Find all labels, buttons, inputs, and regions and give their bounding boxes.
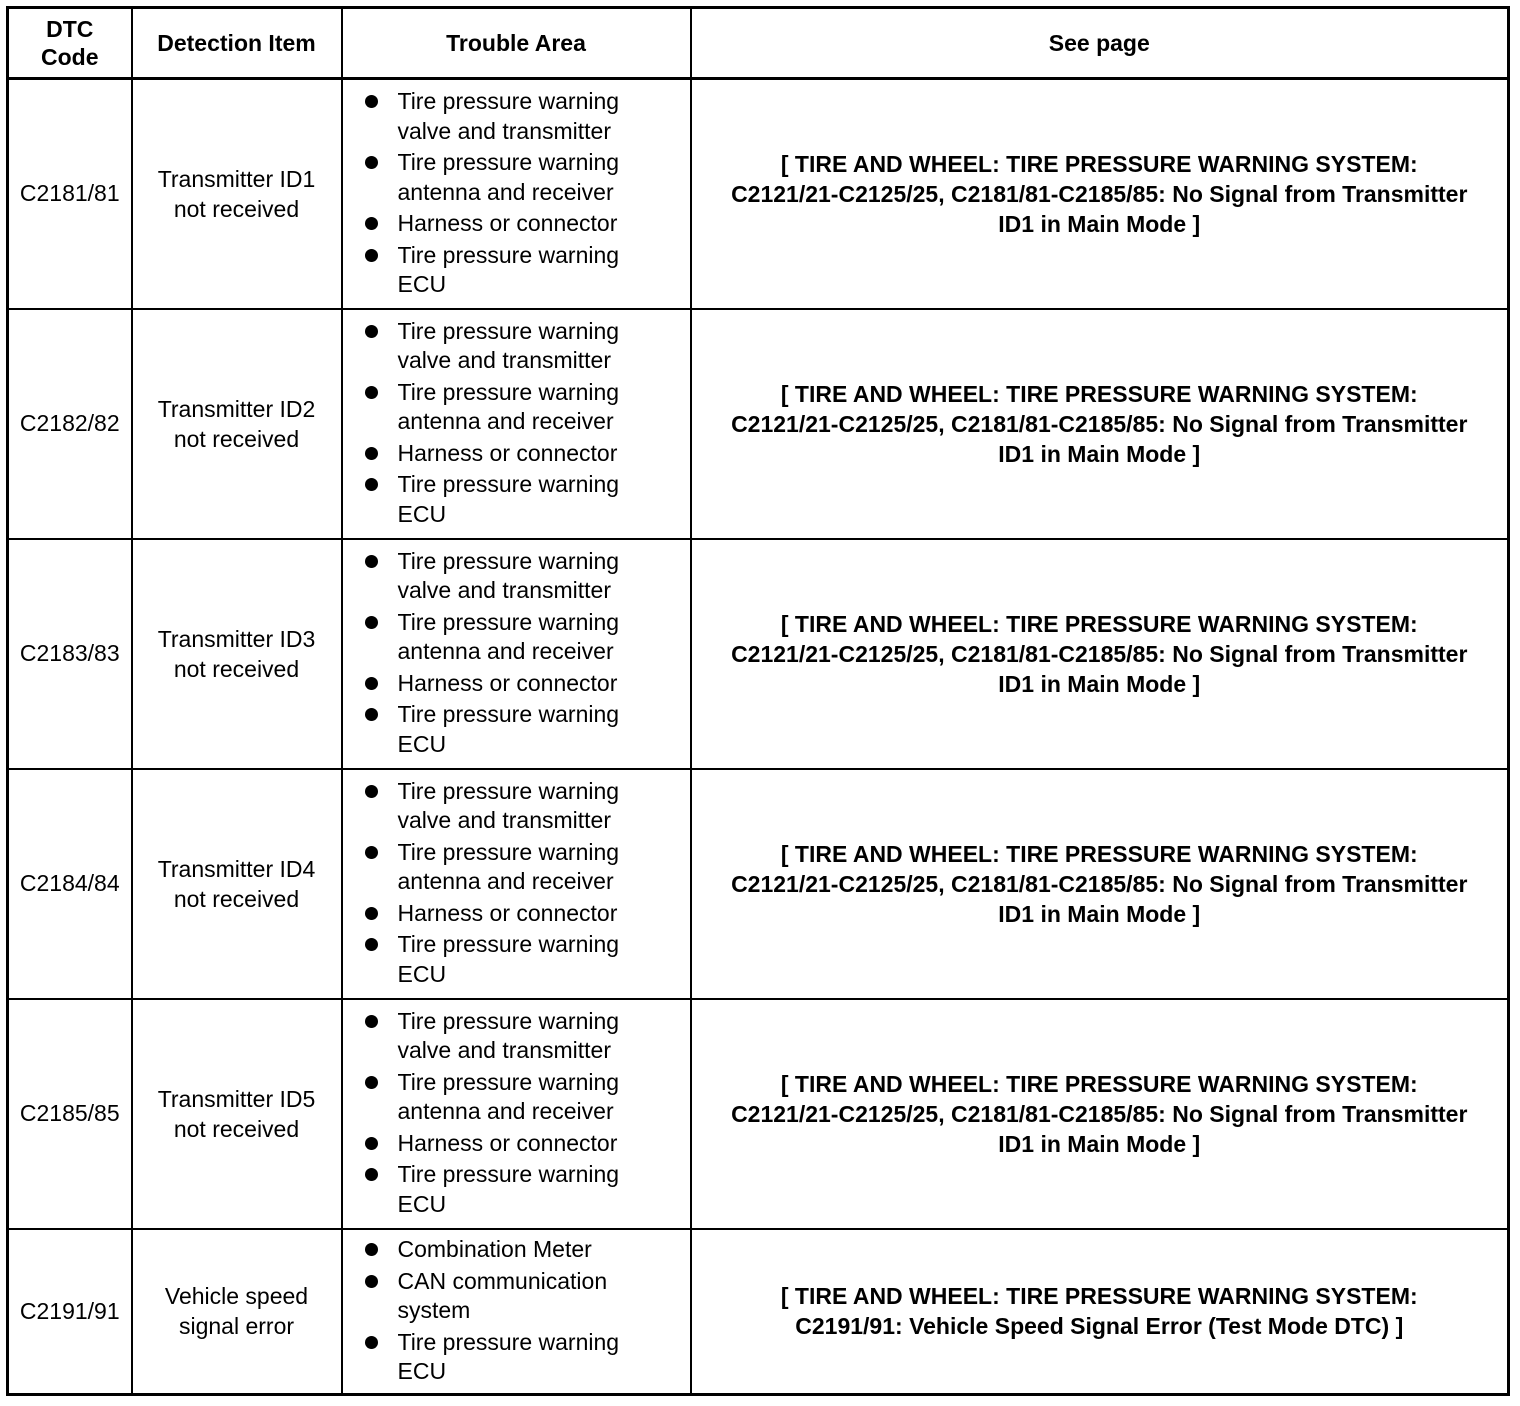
dtc-table <box>6 6 1510 1396</box>
bullet-icon <box>365 1243 378 1256</box>
trouble-area-line: Tire pressure warning <box>397 241 620 268</box>
detection-item-line: Transmitter ID2 <box>157 395 316 422</box>
trouble-area-line: Harness or connector <box>397 899 618 926</box>
trouble-area-list <box>343 317 690 530</box>
detection-item <box>132 309 342 539</box>
trouble-area-line: ECU <box>397 500 447 527</box>
bullet-icon <box>365 1275 378 1288</box>
trouble-area-item <box>365 1160 690 1219</box>
trouble-area-line: antenna and receiver <box>397 1098 614 1125</box>
trouble-area-line: Tire pressure warning <box>397 547 620 574</box>
trouble-area-item <box>365 317 690 376</box>
table-row <box>8 539 1509 769</box>
bullet-icon <box>365 938 378 951</box>
trouble-area-item <box>365 148 690 207</box>
trouble-area-line: Tire pressure warning <box>397 777 620 804</box>
trouble-area-item <box>365 899 690 929</box>
trouble-area-line: Tire pressure warning <box>397 1161 620 1188</box>
table-row <box>8 1229 1509 1395</box>
trouble-area-item <box>365 241 690 300</box>
dtc-code: C2182/82 <box>8 309 132 539</box>
trouble-area-line: Tire pressure warning <box>397 88 620 114</box>
trouble-area-line: valve and transmitter <box>397 347 611 374</box>
see-page-link[interactable] <box>691 1229 1509 1395</box>
header-detection-item: Detection Item <box>132 8 342 79</box>
see-page-line: [ TIRE AND WHEEL: TIRE PRESSURE WARNING SYSTEM: <box>780 610 1418 637</box>
see-page-line: ID1 in Main Mode ] <box>998 670 1201 697</box>
trouble-area-item <box>365 608 690 667</box>
trouble-area-line: CAN communication <box>397 1267 608 1294</box>
detection-item-line: not received <box>173 195 300 222</box>
trouble-area-item <box>365 547 690 606</box>
trouble-area-list <box>343 547 690 760</box>
bullet-icon <box>365 1168 378 1181</box>
bullet-icon <box>365 447 378 460</box>
see-page-line: C2191/91: Vehicle Speed Signal Error (Test Mode DTC) ] <box>795 1313 1404 1340</box>
trouble-area-line: Tire pressure warning <box>397 1328 620 1355</box>
dtc-code: C2183/83 <box>8 539 132 769</box>
detection-item-line: Transmitter ID3 <box>157 625 316 652</box>
detection-item-line: not received <box>173 885 300 912</box>
trouble-area-line: Tire pressure warning <box>397 471 620 498</box>
see-page-line: C2121/21-C2125/25, C2181/81-C2185/85: No Signal from Transmitter <box>731 1100 1468 1127</box>
see-page-line: [ TIRE AND WHEEL: TIRE PRESSURE WARNING SYSTEM: <box>780 840 1418 867</box>
table-row <box>8 309 1509 539</box>
trouble-area-item <box>365 87 690 146</box>
dtc-code: C2184/84 <box>8 769 132 999</box>
detection-item <box>132 79 342 309</box>
see-page-link[interactable] <box>691 309 1509 539</box>
trouble-area <box>342 1229 691 1395</box>
see-page-line: ID1 in Main Mode ] <box>998 210 1201 237</box>
see-page-line: C2121/21-C2125/25, C2181/81-C2185/85: No Signal from Transmitter <box>731 640 1468 667</box>
see-page-line: C2121/21-C2125/25, C2181/81-C2185/85: No Signal from Transmitter <box>731 410 1468 437</box>
trouble-area-line: Tire pressure warning <box>397 378 620 405</box>
detection-item-line: not received <box>173 425 300 452</box>
see-page-line: [ TIRE AND WHEEL: TIRE PRESSURE WARNING SYSTEM: <box>780 150 1418 177</box>
bullet-icon <box>365 785 378 798</box>
bullet-icon <box>365 1336 378 1349</box>
see-page-link[interactable] <box>691 79 1509 309</box>
trouble-area-line: ECU <box>397 271 447 297</box>
header-dtc-code <box>8 8 132 79</box>
trouble-area-line: Tire pressure warning <box>397 701 620 728</box>
trouble-area-line: antenna and receiver <box>397 638 614 665</box>
detection-item <box>132 1229 342 1395</box>
table-row <box>8 999 1509 1229</box>
trouble-area-line: valve and transmitter <box>397 577 611 604</box>
see-page-line: [ TIRE AND WHEEL: TIRE PRESSURE WARNING SYSTEM: <box>780 380 1418 407</box>
dtc-code: C2185/85 <box>8 999 132 1229</box>
see-page-link[interactable] <box>691 999 1509 1229</box>
header-dtc-code-line1: DTC <box>46 16 94 42</box>
trouble-area-list <box>343 87 690 300</box>
bullet-icon <box>365 1137 378 1150</box>
see-page-line: ID1 in Main Mode ] <box>998 900 1201 927</box>
trouble-area-line: Harness or connector <box>397 210 618 236</box>
trouble-area-item <box>365 1129 690 1159</box>
trouble-area-line: valve and transmitter <box>397 117 611 144</box>
trouble-area-item <box>365 470 690 529</box>
header-dtc-code-line2: Code <box>41 44 99 70</box>
trouble-area-line: antenna and receiver <box>397 178 614 205</box>
trouble-area-list <box>343 1007 690 1220</box>
trouble-area <box>342 539 691 769</box>
see-page-line: C2121/21-C2125/25, C2181/81-C2185/85: No Signal from Transmitter <box>731 870 1468 897</box>
trouble-area-line: ECU <box>397 730 447 757</box>
trouble-area <box>342 999 691 1229</box>
bullet-icon <box>365 386 378 399</box>
see-page-link[interactable] <box>691 769 1509 999</box>
bullet-icon <box>365 616 378 629</box>
trouble-area-line: system <box>397 1297 471 1323</box>
trouble-area-line: Harness or connector <box>397 1129 618 1156</box>
see-page-line: ID1 in Main Mode ] <box>998 1130 1201 1157</box>
trouble-area-line: Tire pressure warning <box>397 1007 620 1034</box>
trouble-area-line: Tire pressure warning <box>397 149 620 175</box>
see-page-link[interactable] <box>691 539 1509 769</box>
bullet-icon <box>365 1015 378 1028</box>
trouble-area-line: valve and transmitter <box>397 807 611 834</box>
trouble-area-item <box>365 930 690 989</box>
trouble-area-list <box>343 777 690 990</box>
detection-item <box>132 769 342 999</box>
detection-item-line: Transmitter ID1 <box>157 165 316 192</box>
trouble-area-line: antenna and receiver <box>397 868 614 895</box>
detection-item-line: Transmitter ID4 <box>157 855 316 882</box>
trouble-area <box>342 769 691 999</box>
bullet-icon <box>365 555 378 568</box>
bullet-icon <box>365 478 378 491</box>
trouble-area-line: Tire pressure warning <box>397 608 620 635</box>
table-row <box>8 79 1509 309</box>
header-trouble-area: Trouble Area <box>342 8 691 79</box>
see-page-line: C2121/21-C2125/25, C2181/81-C2185/85: No Signal from Transmitter <box>731 180 1468 207</box>
trouble-area-item <box>365 700 690 759</box>
bullet-icon <box>365 325 378 338</box>
see-page-line: [ TIRE AND WHEEL: TIRE PRESSURE WARNING SYSTEM: <box>780 1283 1418 1310</box>
dtc-code: C2181/81 <box>8 79 132 309</box>
trouble-area-item <box>365 1328 690 1387</box>
trouble-area-line: Combination Meter <box>397 1236 592 1262</box>
trouble-area-line: ECU <box>397 960 447 987</box>
bullet-icon <box>365 217 378 230</box>
trouble-area-item <box>365 777 690 836</box>
bullet-icon <box>365 95 378 108</box>
trouble-area-line: Harness or connector <box>397 439 618 466</box>
trouble-area-line: Tire pressure warning <box>397 1068 620 1095</box>
bullet-icon <box>365 907 378 920</box>
see-page-line: ID1 in Main Mode ] <box>998 440 1201 467</box>
trouble-area-item <box>365 1235 690 1265</box>
detection-item-line: not received <box>173 655 300 682</box>
detection-item-line: signal error <box>178 1313 295 1340</box>
header-row <box>8 8 1509 79</box>
trouble-area-item <box>365 209 690 239</box>
trouble-area-line: Tire pressure warning <box>397 317 620 344</box>
detection-item <box>132 539 342 769</box>
trouble-area-line: Tire pressure warning <box>397 931 620 958</box>
bullet-icon <box>365 249 378 262</box>
trouble-area-item <box>365 1007 690 1066</box>
detection-item-line: Vehicle speed <box>164 1283 309 1310</box>
trouble-area-item <box>365 439 690 469</box>
detection-item <box>132 999 342 1229</box>
trouble-area-item <box>365 838 690 897</box>
detection-item-line: not received <box>173 1115 300 1142</box>
trouble-area-line: Harness or connector <box>397 669 618 696</box>
trouble-area-line: Tire pressure warning <box>397 838 620 865</box>
table-row <box>8 769 1509 999</box>
detection-item-line: Transmitter ID5 <box>157 1085 316 1112</box>
trouble-area-item <box>365 1267 690 1326</box>
trouble-area-item <box>365 378 690 437</box>
trouble-area-line: ECU <box>397 1358 447 1384</box>
trouble-area-line: valve and transmitter <box>397 1037 611 1064</box>
trouble-area-item <box>365 669 690 699</box>
bullet-icon <box>365 1076 378 1089</box>
bullet-icon <box>365 708 378 721</box>
dtc-code: C2191/91 <box>8 1229 132 1395</box>
see-page-line: [ TIRE AND WHEEL: TIRE PRESSURE WARNING SYSTEM: <box>780 1070 1418 1097</box>
trouble-area-list <box>343 1235 690 1387</box>
trouble-area <box>342 309 691 539</box>
bullet-icon <box>365 846 378 859</box>
header-see-page: See page <box>691 8 1509 79</box>
bullet-icon <box>365 677 378 690</box>
bullet-icon <box>365 156 378 169</box>
trouble-area-line: ECU <box>397 1190 447 1217</box>
trouble-area-line: antenna and receiver <box>397 408 614 435</box>
trouble-area <box>342 79 691 309</box>
trouble-area-item <box>365 1068 690 1127</box>
